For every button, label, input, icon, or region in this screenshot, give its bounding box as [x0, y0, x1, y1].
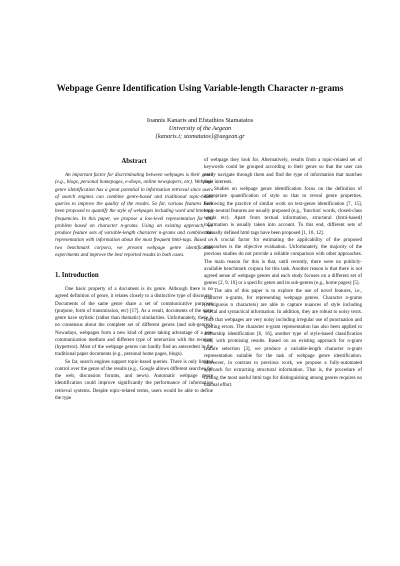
paper-title — [0, 84, 400, 94]
body-paragraph: Studies on webpage genre identification focus on the definition of appropriate quantification of style so that to reveal genre properties. Following the practice of similar work on text-genre identification [7, 15], topic-neutral features are usually proposed (e.g., 'function' words, closed-class words etc). Apart from textual information, structural (html-based) information is usually taken into account. To this end, different sets of manually defined html tags have been proposed [1, 10, 12]. — [204, 186, 362, 236]
body-paragraph: A crucial factor for estimating the applicability of the proposed approaches is the objective evaluation. Unfortunately, the majority of the previous studies do not provide a reliable comparison with other approaches. The main reason for this is that, until recently, there were no publicly-available benchmark corpora for this task. Another reason is that there is not agreed sense of webpage genres and each study focuses on a different set of genres [2, 9, 10] or a specific genre and its sub-genres (e.g., home pages) [5]. — [204, 236, 362, 287]
abstract-text: An important factor for discriminating between webpages is their genre (e.g., blogs, personal homepages, e-shops, online newspapers, etc). Webpage genre identification has a great potential in information retrieval since users of search engines can combine genre-based and traditional topic-based queries to improve the quality of the results. So far, various features have been proposed to quantify the style of webpages including word and html-tag frequencies. In this paper, we propose a low-level representation for this problem based on character n-grams. Using an existing approach, we produce feature sets of variable-length character n-grams and combine this representation with information about the most frequent html-tags. Based on two benchmark corpora, we present webpage genre identification experiments and improve the best reported results in both cases. — [55, 172, 213, 258]
intro-paragraph: One basic property of a document is its genre. Although there is no agreed definition of genre, it relates closely to a distinctive type of discourse. Documents of the same genre share a set of communicative purposes (purpose, form of transmission, etc) [17]. As a result, documents of the same genre have stylistic (rather than thematic) similarities. Unfortunately, there is no consensus about the complete set of different genres (and sub-genres). Nowadays, webpages form a new kind of genre taking advantage of a new communication medium and different type of interaction with the receiver (hypertext). Most of the webpage genres can hardly find an antecedent in the traditional paper documents (e.g., personal home pages, blogs). — [55, 286, 213, 358]
affiliation: University of the Aegean — [168, 124, 232, 132]
body-paragraph: The aim of this paper is to explore the use of novel features, i.e., character n-grams, for representing webpage genres. Character n-grams (contiguous n characters) are able to capture nuances of style including lexical and syntactical information. In addition, they are robust to noisy texts. Note that webpages are very noisy including irregular use of punctuation and spelling errors. The character n-gram representation has also been applied to authorship identification [6, 16], another type of style-based classification task, with promising results. Based on an existing approach for n-gram feature selection [3], we produce a variable-length character n-gram representation suitable for the task of webpage genre identification. Moreover, in contrast to previous work, we propose a fully-automated approach for extracting structural information. That is, the procedure of finding the most useful html tags for distinguishing among genres requires no manual effort. — [204, 287, 362, 388]
right-column — [204, 157, 362, 389]
title-variable: n — [310, 84, 316, 94]
author-block — [0, 117, 400, 141]
introduction-heading: 1. Introduction — [55, 272, 99, 279]
abstract-heading: Abstract — [121, 158, 147, 165]
author-names: Ioannis Kanaris and Efstathios Stamatatos — [146, 117, 254, 124]
left-column — [55, 157, 213, 402]
intro-paragraph: So far, search engines support topic-based queries. There is only limited control over the genre of the results (e.g., Google allows different searches for the web, discussion forums, and news). Automatic webpage genre identification could improve significantly the performance of information retrieval systems. Despite topic-related terms, users would be able to define the type — [55, 358, 213, 401]
author-emails: {kanaris.i; stamatatos}@aegean.gr — [155, 132, 245, 140]
title-suffix: -grams — [315, 84, 344, 94]
body-paragraph: of webpage they look for. Alternatively, results from a topic-related set of keywords could be grouped according to their genre so that the user can easily navigate through them and find the type of information that matches their interests. — [204, 157, 362, 185]
title-prefix: Webpage Genre Identification Using Variable-length Character — [56, 84, 311, 94]
